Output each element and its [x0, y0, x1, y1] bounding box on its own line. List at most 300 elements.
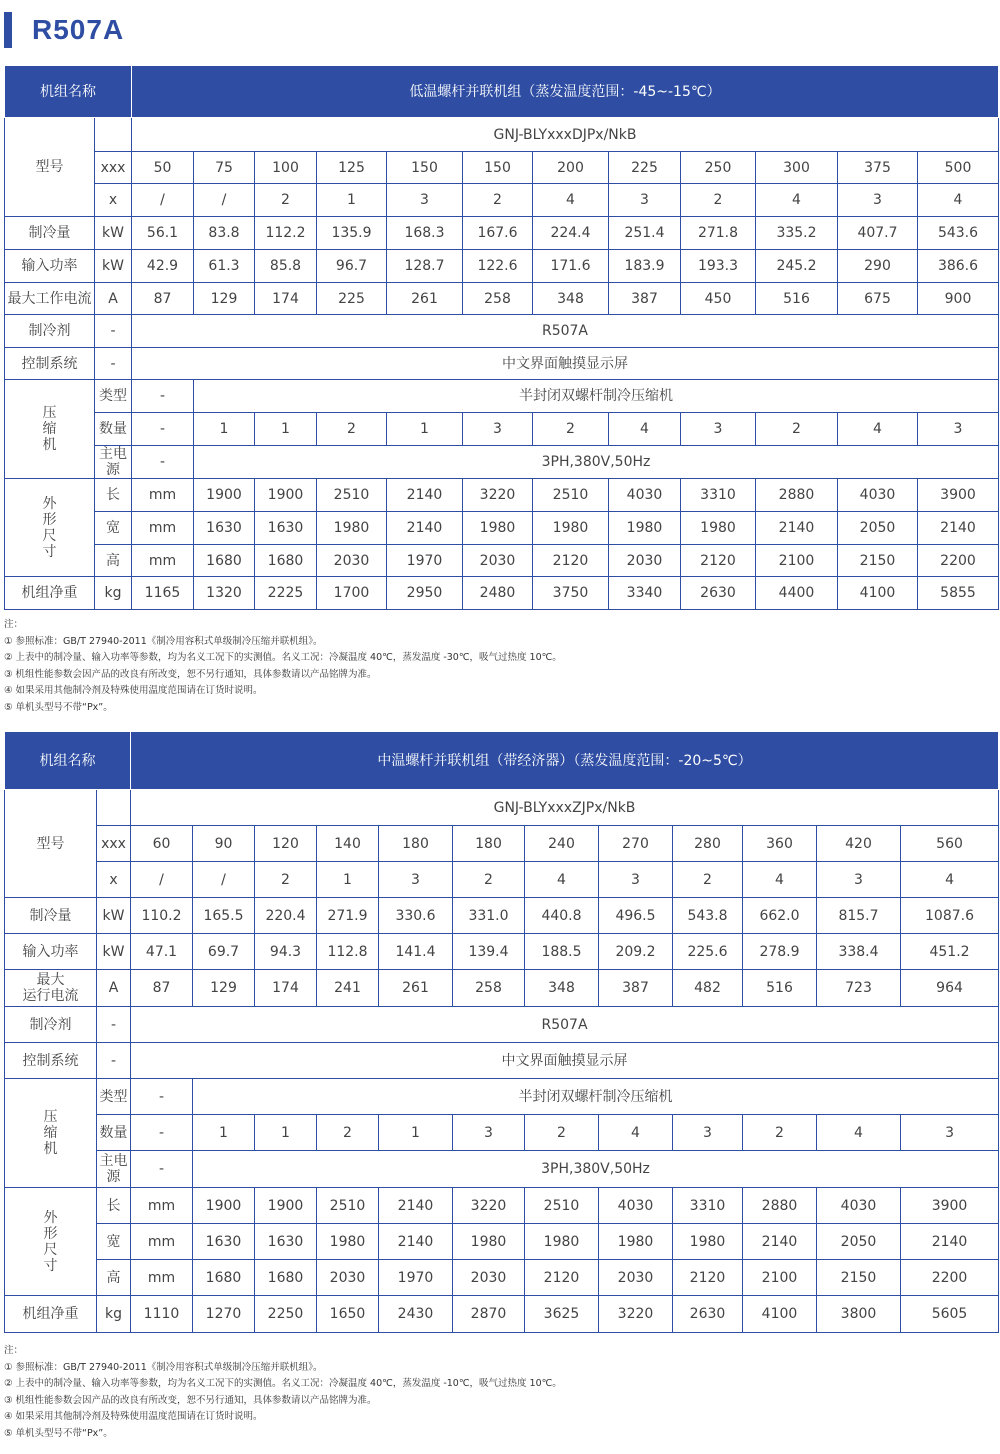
dimension-width-value: 2140 — [756, 512, 838, 545]
xxx-value: 100 — [255, 152, 317, 184]
cooling-capacity-value: 1087.6 — [901, 898, 999, 934]
net-weight-value: 2480 — [463, 577, 533, 610]
net-weight-value: 3220 — [599, 1296, 673, 1333]
net-weight-value: 2430 — [379, 1296, 453, 1333]
x-value: 4 — [743, 862, 817, 898]
refrigerant-unit: - — [97, 1007, 131, 1043]
net-weight-value: 2225 — [255, 577, 317, 610]
compressor-type-value: 半封闭双螺杆制冷压缩机 — [193, 1079, 999, 1115]
dimension-height-value: 2100 — [756, 545, 838, 577]
dimension-width-value: 2050 — [817, 1224, 901, 1260]
input-power-value: 451.2 — [901, 934, 999, 970]
xxx-value: 150 — [387, 152, 463, 184]
cooling-capacity-value: 331.0 — [453, 898, 525, 934]
table-row — [5, 348, 999, 380]
dimension-width-value: 1630 — [255, 512, 317, 545]
x-value: 4 — [533, 184, 609, 217]
xxx-label: xxx — [95, 152, 132, 184]
compressor-count-value: 3 — [453, 1115, 525, 1151]
xxx-value: 200 — [533, 152, 609, 184]
table-row — [5, 732, 999, 790]
compressor-count-value: 3 — [463, 413, 533, 446]
max-current-value: 174 — [255, 283, 317, 315]
x-value: 3 — [817, 862, 901, 898]
dimension-height-value: 1970 — [379, 1260, 453, 1296]
xxx-label: xxx — [97, 826, 131, 862]
compressor-type-label: 类型 — [97, 1079, 131, 1115]
input-power-value: 69.7 — [193, 934, 255, 970]
dimension-height-value: 1680 — [255, 545, 317, 577]
dimension-height-value: 2030 — [599, 1260, 673, 1296]
table-row — [5, 66, 999, 118]
max-current-value: 225 — [317, 283, 387, 315]
input-power-label: 输入功率 — [5, 250, 95, 283]
compressor-count-value: 4 — [609, 413, 681, 446]
xxx-value: 360 — [743, 826, 817, 862]
dimension-length-value: 2510 — [525, 1188, 599, 1224]
control-system-unit: - — [95, 348, 132, 380]
table-row — [5, 315, 999, 348]
dimension-width-value: 1980 — [599, 1224, 673, 1260]
x-label: x — [95, 184, 132, 217]
table-row — [5, 1224, 999, 1260]
power-supply-value: 3PH,380V,50Hz — [194, 446, 999, 479]
max-current-value: 516 — [743, 970, 817, 1007]
table-row — [5, 283, 999, 315]
max-current-value: 129 — [194, 283, 255, 315]
dimension-length-unit: mm — [131, 1188, 193, 1224]
max-current-unit: A — [97, 970, 131, 1007]
input-power-value: 386.6 — [918, 250, 999, 283]
compressor-count-value: 3 — [681, 413, 756, 446]
xxx-value: 270 — [599, 826, 673, 862]
compressor-type-label: 类型 — [95, 380, 132, 413]
max-current-value: 387 — [599, 970, 673, 1007]
cooling-capacity-value: 167.6 — [463, 217, 533, 250]
compressor-count-value: 4 — [599, 1115, 673, 1151]
cooling-capacity-value: 165.5 — [193, 898, 255, 934]
power-supply-label: 主电源 — [97, 1151, 131, 1188]
dimensions-group-label: 外 形 尺 寸 — [5, 479, 95, 577]
max-current-value: 261 — [387, 283, 463, 315]
dimension-height-value: 2150 — [817, 1260, 901, 1296]
compressor-type-unit: - — [131, 1079, 193, 1115]
dimension-width-unit: mm — [131, 1224, 193, 1260]
xxx-value: 420 — [817, 826, 901, 862]
x-value: 4 — [756, 184, 838, 217]
compressor-count-label: 数量 — [95, 413, 132, 446]
net-weight-value: 1165 — [132, 577, 194, 610]
x-value: 4 — [525, 862, 599, 898]
dimension-width-value: 2140 — [743, 1224, 817, 1260]
note-item: ④ 如果采用其他制冷剂及特殊使用温度范围请在订货时说明。 — [4, 685, 263, 696]
cooling-capacity-value: 224.4 — [533, 217, 609, 250]
dimension-length-value: 1900 — [255, 1188, 317, 1224]
input-power-value: 122.6 — [463, 250, 533, 283]
dimension-length-value: 2880 — [756, 479, 838, 512]
input-power-value: 96.7 — [317, 250, 387, 283]
refrigerant-label: 制冷剂 — [5, 315, 95, 348]
model-name: GNJ-BLYxxxZJPx/NkB — [131, 790, 999, 826]
x-value: 2 — [255, 862, 317, 898]
table-row — [5, 1188, 999, 1224]
dimension-height-value: 2030 — [463, 545, 533, 577]
compressor-count-value: 2 — [743, 1115, 817, 1151]
header-unit-name-label: 机组名称 — [5, 66, 132, 118]
dimension-width-value: 2050 — [838, 512, 918, 545]
dimension-height-value: 2030 — [317, 1260, 379, 1296]
table-row — [5, 790, 999, 826]
note-item: ② 上表中的制冷量、输入功率等参数，均为名义工况下的实测值。名义工况：冷凝温度 40℃，蒸发温度 -30℃，吸气过热度 10℃。 — [4, 652, 562, 663]
dimension-height-unit: mm — [132, 545, 194, 577]
cooling-capacity-value: 112.2 — [255, 217, 317, 250]
table-row — [5, 413, 999, 446]
x-value: 1 — [317, 862, 379, 898]
net-weight-value: 1270 — [193, 1296, 255, 1333]
note-item: ① 参照标准：GB/T 27940-2011《制冷用容积式单级制冷压缩并联机组》。 — [4, 635, 323, 647]
net-weight-value: 2630 — [681, 577, 756, 610]
max-current-value: 258 — [453, 970, 525, 1007]
net-weight-label: 机组净重 — [5, 1296, 97, 1333]
power-supply-value: 3PH,380V,50Hz — [193, 1151, 999, 1188]
xxx-value: 50 — [132, 152, 194, 184]
dimension-height-value: 1680 — [194, 545, 255, 577]
net-weight-value: 2630 — [673, 1296, 743, 1333]
power-supply-unit: - — [132, 446, 194, 479]
dimensions-group-label: 外 形 尺 寸 — [5, 1188, 97, 1296]
input-power-value: 141.4 — [379, 934, 453, 970]
cooling-capacity-value: 135.9 — [317, 217, 387, 250]
dimension-length-value: 2880 — [743, 1188, 817, 1224]
compressor-count-value: 2 — [533, 413, 609, 446]
compressor-count-value: 1 — [379, 1115, 453, 1151]
max-current-value: 450 — [681, 283, 756, 315]
dimension-width-value: 1630 — [194, 512, 255, 545]
xxx-value: 75 — [194, 152, 255, 184]
table-row — [5, 970, 999, 1007]
note-item: ③ 机组性能参数会因产品的改良有所改变，恕不另行通知，具体参数请以产品铭牌为准。 — [4, 668, 377, 680]
xxx-value: 180 — [453, 826, 525, 862]
net-weight-value: 1320 — [194, 577, 255, 610]
net-weight-value: 4100 — [838, 577, 918, 610]
dimension-length-unit: mm — [132, 479, 194, 512]
note-item: ① 参照标准：GB/T 27940-2011《制冷用容积式单级制冷压缩并联机组》。 — [4, 1361, 323, 1373]
dimension-height-value: 2030 — [453, 1260, 525, 1296]
header-series-title: 低温螺杆并联机组（蒸发温度范围：-45~-15℃） — [132, 66, 999, 118]
compressor-count-value: 1 — [387, 413, 463, 446]
dimension-width-value: 2140 — [901, 1224, 999, 1260]
power-supply-label: 主电源 — [95, 446, 132, 479]
table-row — [5, 1007, 999, 1043]
input-power-value: 47.1 — [131, 934, 193, 970]
max-current-value: 129 — [193, 970, 255, 1007]
max-current-value: 482 — [673, 970, 743, 1007]
max-current-unit: A — [95, 283, 132, 315]
table-row — [5, 545, 999, 577]
compressor-count-value: 4 — [838, 413, 918, 446]
dimension-length-value: 4030 — [599, 1188, 673, 1224]
dimension-height-value: 2120 — [533, 545, 609, 577]
dimension-length-value: 3220 — [463, 479, 533, 512]
dimension-width-value: 1980 — [525, 1224, 599, 1260]
dimension-width-label: 宽 — [97, 1224, 131, 1260]
x-value: 2 — [681, 184, 756, 217]
dimension-length-value: 2140 — [387, 479, 463, 512]
compressor-count-value: 1 — [255, 413, 317, 446]
max-current-value: 516 — [756, 283, 838, 315]
net-weight-value: 1650 — [317, 1296, 379, 1333]
table-row — [5, 446, 999, 479]
net-weight-unit: kg — [95, 577, 132, 610]
dimension-width-value: 1980 — [609, 512, 681, 545]
model-unit-blank — [95, 118, 132, 152]
input-power-value: 183.9 — [609, 250, 681, 283]
input-power-value: 290 — [838, 250, 918, 283]
x-value: 3 — [387, 184, 463, 217]
input-power-value: 245.2 — [756, 250, 838, 283]
notes-heading: 注： — [4, 619, 24, 630]
dimension-length-value: 4030 — [817, 1188, 901, 1224]
table-row — [5, 1151, 999, 1188]
x-value: 2 — [255, 184, 317, 217]
xxx-value: 90 — [193, 826, 255, 862]
control-system-unit: - — [97, 1043, 131, 1079]
net-weight-value: 1110 — [131, 1296, 193, 1333]
input-power-unit: kW — [95, 250, 132, 283]
table-row — [5, 1079, 999, 1115]
x-value: 4 — [901, 862, 999, 898]
notes-2 — [4, 1343, 562, 1442]
note-item: ④ 如果采用其他制冷剂及特殊使用温度范围请在订货时说明。 — [4, 1411, 263, 1422]
dimension-height-value: 2150 — [838, 545, 918, 577]
xxx-value: 180 — [379, 826, 453, 862]
dimension-height-value: 2200 — [918, 545, 999, 577]
dimension-length-value: 3900 — [901, 1188, 999, 1224]
dimension-length-value: 2140 — [379, 1188, 453, 1224]
net-weight-value: 3800 — [817, 1296, 901, 1333]
input-power-value: 61.3 — [194, 250, 255, 283]
compressor-count-value: 2 — [317, 413, 387, 446]
control-system-label: 控制系统 — [5, 348, 95, 380]
input-power-value: 42.9 — [132, 250, 194, 283]
dimension-length-value: 3220 — [453, 1188, 525, 1224]
compressor-count-value: 2 — [317, 1115, 379, 1151]
table-row — [5, 862, 999, 898]
xxx-value: 560 — [901, 826, 999, 862]
title-accent-bar — [4, 12, 12, 48]
max-current-value: 675 — [838, 283, 918, 315]
model-label: 型号 — [5, 118, 95, 217]
dimension-height-unit: mm — [131, 1260, 193, 1296]
input-power-value: 338.4 — [817, 934, 901, 970]
cooling-capacity-value: 168.3 — [387, 217, 463, 250]
notes-1 — [4, 617, 562, 716]
dimension-length-label: 长 — [95, 479, 132, 512]
dimension-height-value: 2030 — [317, 545, 387, 577]
x-value: 4 — [918, 184, 999, 217]
input-power-value: 94.3 — [255, 934, 317, 970]
refrigerant-value: R507A — [131, 1007, 999, 1043]
dimension-height-value: 2120 — [673, 1260, 743, 1296]
dimension-length-value: 3310 — [681, 479, 756, 512]
x-value: 1 — [317, 184, 387, 217]
compressor-type-unit: - — [132, 380, 194, 413]
dimension-length-value: 4030 — [838, 479, 918, 512]
dimension-length-value: 2510 — [317, 1188, 379, 1224]
dimension-width-value: 2140 — [918, 512, 999, 545]
compressor-count-value: 2 — [525, 1115, 599, 1151]
xxx-value: 240 — [525, 826, 599, 862]
xxx-value: 300 — [756, 152, 838, 184]
input-power-value: 188.5 — [525, 934, 599, 970]
dimension-width-value: 1980 — [453, 1224, 525, 1260]
compressor-count-value: 3 — [673, 1115, 743, 1151]
xxx-value: 500 — [918, 152, 999, 184]
x-value: / — [193, 862, 255, 898]
spec-table-1 — [4, 65, 999, 610]
table-row — [5, 479, 999, 512]
net-weight-value: 3625 — [525, 1296, 599, 1333]
cooling-capacity-value: 335.2 — [756, 217, 838, 250]
max-current-label-line2: 运行电流 — [22, 988, 79, 1004]
max-current-value: 174 — [255, 970, 317, 1007]
input-power-value: 85.8 — [255, 250, 317, 283]
cooling-capacity-value: 440.8 — [525, 898, 599, 934]
dimension-length-value: 1900 — [255, 479, 317, 512]
power-supply-unit: - — [131, 1151, 193, 1188]
control-system-label: 控制系统 — [5, 1043, 97, 1079]
x-value: 3 — [838, 184, 918, 217]
max-current-value: 348 — [525, 970, 599, 1007]
max-current-value: 964 — [901, 970, 999, 1007]
net-weight-value: 2950 — [387, 577, 463, 610]
dimension-length-value: 3900 — [918, 479, 999, 512]
max-current-value: 258 — [463, 283, 533, 315]
dimension-height-label: 高 — [95, 545, 132, 577]
dimension-width-unit: mm — [132, 512, 194, 545]
control-system-value: 中文界面触摸显示屏 — [131, 1043, 999, 1079]
note-item: ⑤ 单机头型号不带“Px”。 — [4, 701, 113, 713]
cooling-capacity-label: 制冷量 — [5, 217, 95, 250]
table-row — [5, 380, 999, 413]
dimension-width-value: 1630 — [193, 1224, 255, 1260]
note-item: ③ 机组性能参数会因产品的改良有所改变，恕不另行通知，具体参数请以产品铭牌为准。 — [4, 1394, 377, 1406]
x-value: 3 — [599, 862, 673, 898]
compressor-count-value: 3 — [901, 1115, 999, 1151]
cooling-capacity-value: 543.6 — [918, 217, 999, 250]
compressor-count-unit: - — [131, 1115, 193, 1151]
max-current-value: 348 — [533, 283, 609, 315]
table-row — [5, 250, 999, 283]
dimension-height-value: 2030 — [609, 545, 681, 577]
dimension-height-value: 2120 — [525, 1260, 599, 1296]
dimension-length-value: 3310 — [673, 1188, 743, 1224]
input-power-value: 225.6 — [673, 934, 743, 970]
compressor-count-value: 2 — [756, 413, 838, 446]
dimension-width-value: 1980 — [317, 512, 387, 545]
table-row — [5, 152, 999, 184]
cooling-capacity-value: 330.6 — [379, 898, 453, 934]
max-current-value: 723 — [817, 970, 901, 1007]
cooling-capacity-value: 251.4 — [609, 217, 681, 250]
control-system-value: 中文界面触摸显示屏 — [132, 348, 999, 380]
x-label: x — [97, 862, 131, 898]
input-power-value: 128.7 — [387, 250, 463, 283]
table-row — [5, 512, 999, 545]
xxx-value: 150 — [463, 152, 533, 184]
max-current-value: 900 — [918, 283, 999, 315]
compressor-group-label: 压 缩 机 — [5, 1079, 97, 1188]
table-row — [5, 1260, 999, 1296]
model-unit-blank — [97, 790, 131, 826]
net-weight-value: 4100 — [743, 1296, 817, 1333]
compressor-count-value: 1 — [255, 1115, 317, 1151]
input-power-unit: kW — [97, 934, 131, 970]
table-row — [5, 577, 999, 610]
table-row — [5, 1115, 999, 1151]
cooling-capacity-unit: kW — [97, 898, 131, 934]
cooling-capacity-value: 83.8 — [194, 217, 255, 250]
table-row — [5, 1043, 999, 1079]
model-label: 型号 — [5, 790, 97, 898]
net-weight-label: 机组净重 — [5, 577, 95, 610]
dimension-width-value: 2140 — [379, 1224, 453, 1260]
net-weight-value: 5855 — [918, 577, 999, 610]
net-weight-unit: kg — [97, 1296, 131, 1333]
dimension-length-label: 长 — [97, 1188, 131, 1224]
max-current-value: 241 — [317, 970, 379, 1007]
dimension-height-value: 2200 — [901, 1260, 999, 1296]
model-name: GNJ-BLYxxxDJPx/NkB — [132, 118, 999, 152]
cooling-capacity-value: 543.8 — [673, 898, 743, 934]
xxx-value: 250 — [681, 152, 756, 184]
dimension-height-value: 1680 — [193, 1260, 255, 1296]
xxx-value: 375 — [838, 152, 918, 184]
net-weight-value: 5605 — [901, 1296, 999, 1333]
max-current-label — [5, 970, 97, 1007]
compressor-count-value: 3 — [918, 413, 999, 446]
dimension-length-value: 4030 — [609, 479, 681, 512]
x-value: 3 — [609, 184, 681, 217]
x-value: 3 — [379, 862, 453, 898]
table-row — [5, 934, 999, 970]
compressor-group-label: 压 缩 机 — [5, 380, 95, 479]
dimension-length-value: 2510 — [533, 479, 609, 512]
cooling-capacity-value: 110.2 — [131, 898, 193, 934]
dimension-length-value: 1900 — [194, 479, 255, 512]
dimension-height-value: 1680 — [255, 1260, 317, 1296]
net-weight-value: 2870 — [453, 1296, 525, 1333]
cooling-capacity-unit: kW — [95, 217, 132, 250]
cooling-capacity-value: 220.4 — [255, 898, 317, 934]
spec-table-2 — [4, 731, 999, 1333]
compressor-count-label: 数量 — [97, 1115, 131, 1151]
input-power-value: 112.8 — [317, 934, 379, 970]
net-weight-value: 4400 — [756, 577, 838, 610]
note-item: ② 上表中的制冷量、输入功率等参数，均为名义工况下的实测值。名义工况：冷凝温度 40℃，蒸发温度 -10℃，吸气过热度 10℃。 — [4, 1378, 562, 1389]
input-power-value: 193.3 — [681, 250, 756, 283]
note-item: ⑤ 单机头型号不带“Px”。 — [4, 1427, 113, 1439]
xxx-value: 125 — [317, 152, 387, 184]
x-value: 2 — [673, 862, 743, 898]
dimension-length-value: 1900 — [193, 1188, 255, 1224]
input-power-value: 209.2 — [599, 934, 673, 970]
net-weight-value: 1700 — [317, 577, 387, 610]
cooling-capacity-value: 496.5 — [599, 898, 673, 934]
max-current-value: 87 — [132, 283, 194, 315]
dimension-width-value: 1980 — [533, 512, 609, 545]
dimension-height-value: 2120 — [681, 545, 756, 577]
